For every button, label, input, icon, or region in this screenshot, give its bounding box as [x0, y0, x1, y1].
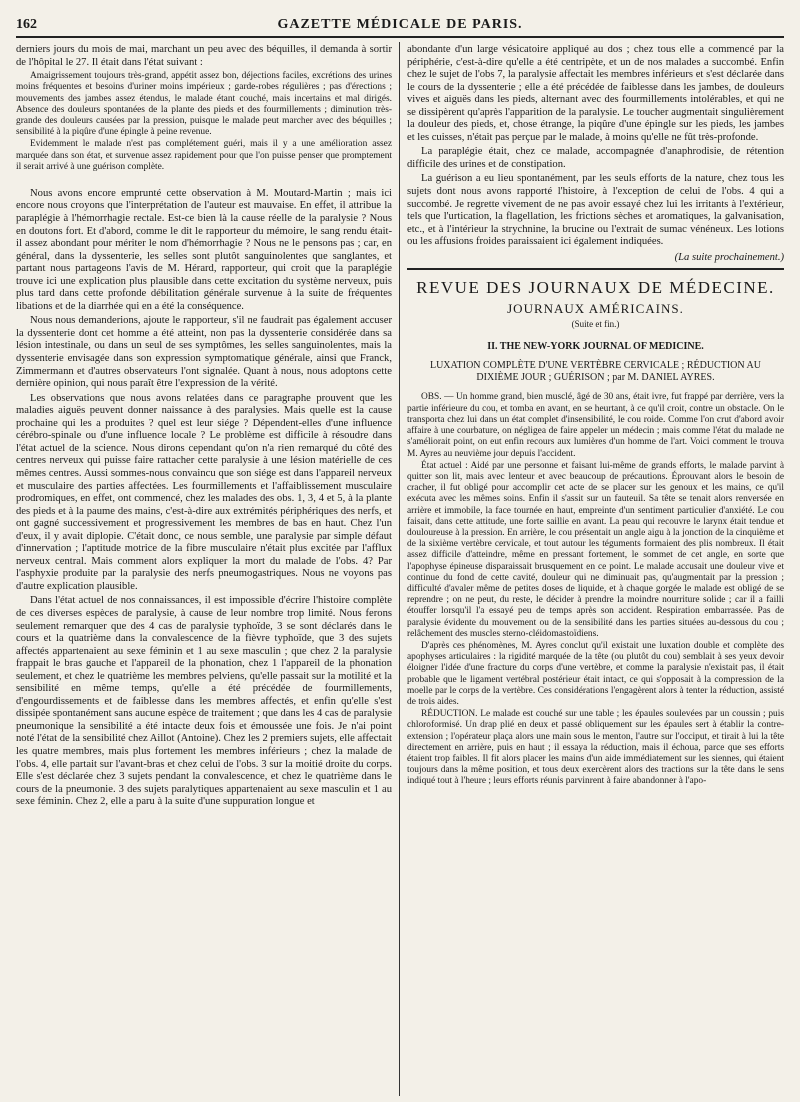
paragraph: D'après ces phénomènes, M. Ayres conclut qu'il existait une luxation double et complète des apophyses articulaires : la rigidité marquée de la tête (ou plutôt du cou) semblait à ses yeux devoir éloigner l'idée d'une fracture du corps d'une vertèbre, et comme la paralysie n'existait pas, il était probable que le ligament vertébral postérieur était intact, ce qui s'opposait à la compression de la moelle par le corps de la vertèbre. Ces considérations l'engagèrent alors à tenter la réduction, assisté de trois aides. — [407, 640, 784, 707]
page-number: 162 — [16, 17, 37, 32]
continued-note: (La suite prochainement.) — [674, 251, 784, 263]
paragraph: État actuel : Aidé par une personne et faisant lui-même de grands efforts, le malade parvint à quitter son lit, mais avec lenteur et avec beaucoup de précautions. Éprouvant alors le besoin de cracher, il fut obligé pour accomplir cet acte de se placer sur les genoux et les mains, ce qu'il exécuta avec les mêmes soins. Enfin il s'assit sur un fauteuil. Sa tête se tenait alors renversée en arrière et immobile, la face tournée en haut, empreinte d'un sentiment particulier d'anxiété. Le cou faisait, dans cette attitude, une forte saillie en avant. La peau qui recouvre le larynx était tendue et douloureuse à la pression. En arrière, le cou présentait un angle aigu à la jonction de la cinquième et de la sixième vertèbre cervicale, et tout autour les téguments formaient des plis nombreux. Il était assez difficile d'atteindre, même en pressant fortement, le sommet de cet angle, en sorte que l'apophyse épineuse disparaissait brusquement en ce point. Le malade accusait une douleur vive et continue du fond de cette cavité, douleur qui ne diminuait pas, qu'augmentait par la pression ; difficulté d'avaler même de petites doses de liquide, et à chaque gorgée le malade est obligé de se reprendre ; on ne peut, du reste, le décider à prendre la moindre nourriture solide ; car il a failli étouffer lorsqu'il l'a essayé peu de temps après son accident. Respiration embarrassée. Pas de paralysie évidente du mouvement ou de la sensibilité dans les parties situées au-dessous du cou ; relâchement des muscles sterno-cléidomastoïdiens. — [407, 460, 784, 639]
paragraph: abondante d'un large vésicatoire appliqué au dos ; chez tous elle a commencé par la périphérie, c'est-à-dire qu'elle a été centripète, et un de nos malades a succombé. Enfin chez le sujet de l'obs 7, la paralysie affectait les membres inférieurs et s'est déclarée dans le cours de la dyssenterie ; elle a été précédée de faiblesse dans les jambes, de douleurs vives et aiguës dans les pieds, alternant avec des fourmillements intolérables, et qui ne se dissipèrent qu'après l'apparition de la paralysie. Le toucher augmentait singulièrement la douleur des pieds, et, chose étrange, la piqûre d'une épingle sur les pieds, les jambes et les cuisses, n'était pas perçue par le malade, à moins qu'elle ne fût très-profonde. — [407, 44, 784, 143]
paragraph: Les observations que nous avons relatées dans ce paragraphe prouvent que les maladies aiguës peuvent donner naissance à des paralysies. Mais quelle est la cause prochaine qui les a produites ? quel est leur siége ? Dépendent-elles d'une influence cérébro-spinale ou d'une influence locale ? Le problème est difficile à résoudre dans l'état actuel de la science. Nous dirons cependant qu'on n'a rien remarqué du côté des centres nerveux qui puisse faire rattacher cette paralysie à une lésion matérielle de ces mêmes centres. Aussi sommes-nous convaincu que son siége est dans l'appareil nerveux et musculaire des parties affectées. Les fourmillements et l'affaiblissement musculaire prodromiques, en effet, ont commencé, chez les malades des obs. 1, 3, 4 et 5, à la plante des pieds et à la paume des mains, c'est-à-dire aux extrémités périphériques des nerfs, et ont gagné successivement et progressivement les membres de bas en haut. Chez l'un d'eux, il y avait diplopie. C'était donc, ce nous semble, une paralysie par simple défaut d'innervation ; l'aptitude motrice de la fibre musculaire n'était plus excitée par l'afflux nerveux central. Mais comment alors expliquer la mort du malade de l'obs. 4? Par l'asphyxie produite par la paralysie des nerfs pneumogastriques. Nous ne voyons pas d'autre explication plausible. — [16, 392, 392, 592]
right-column — [407, 44, 784, 1094]
paragraph: OBS. — Un homme grand, bien musclé, âgé de 30 ans, était ivre, fut frappé par derrière, vers la partie inférieure du cou, et tomba en avant, en se heurtant, à ce qu'il croit, contre un obstacle. On le transporta chez lui dans un état complet d'insensibilité, le cou roide. Comme l'on crut d'abord avoir affaire à une courbature, on négligea de faire appeler un médecin ; mais comme l'état du malade ne s'améliorait point, on eut enfin recours aux lumières d'un homme de l'art. Voici comment le trouva M. Ayres au neuvième jour depuis l'accident. — [407, 392, 784, 459]
paragraph: RÉDUCTION. Le malade est couché sur une table ; les épaules soulevées par un coussin ; puis chloroformisé. Un drap plié en deux et passé obliquement sur les épaules sert à établir la contre-extension ; l'opérateur plaça alors une main sous le menton, l'autre sur l'occiput, et tirait à lui la tête directement en arrière, puis en haut ; il essaya la réduction, mais il échoua, parce que ses efforts étaient trop faibles. Il fit alors placer les mains d'un aide immédiatement sur les siennes, qui étaient toujours dans la même position, et tous deux exercèrent alors des tractions sur la tête dans le sens indiqué tout à l'heure ; leurs efforts réunis parvinrent à faire abandonner à l'apo- — [407, 709, 784, 787]
paragraph: Amaigrissement toujours très-grand, appétit assez bon, déjections faciles, excrétions des urines moins fréquentes et besoins d'uriner moins impérieux ; garde-robes régulières ; pas d'érections ; mouvements des jambes assez étendus, le malade étant couché, mais incertains et mal dirigés. Absence des douleurs spontanées de la plante des pieds et des fourmillements ; diminution très-grande des douleurs causées par la pression, puisque le malade peut marcher avec des béquilles ; sensibilité à la piqûre d'une épingle à peine revenue. — [16, 71, 392, 138]
page-header — [16, 14, 784, 38]
left-column — [16, 44, 392, 1094]
column-divider — [399, 42, 400, 1096]
paragraph: La guérison a eu lieu spontanément, par les seuls efforts de la nature, chez tous les sujets dont nous avons rapporté l'histoire, à l'exception de celui de l'obs. 4 qui a succombé. Je regrette vivement de ne pas avoir essayé chez lui les irritants à l'extérieur, tels que l'urtication, la flagellation, les frictions sèches et aromatiques, la galvanisation, etc., et à l'intérieur la strychnine, la brucine ou l'extrait de sumac vénéneux. Les lotions ou les affusions froides paraissaient ici également indiquées. — [407, 173, 784, 248]
article-body — [407, 392, 784, 787]
journal-title: GAZETTE MÉDICALE DE PARIS. — [277, 17, 523, 32]
article-title: LUXATION COMPLÈTE D'UNE VERTÈBRE CERVICALE ; RÉDUCTION AU DIXIÈME JOUR ; GUÉRISON ; par M. DANIEL AYRES. — [429, 360, 762, 384]
subsection-note: (Suite et fin.) — [571, 319, 620, 330]
paragraph: Evidemment le malade n'est pas complétement guéri, mais il y a une amélioration assez marquée dans son état, et survenue assez rapidement pour que l'on puisse penser que promptement il serait arrivé à une guérison complète. — [16, 139, 392, 172]
case-details — [16, 71, 392, 173]
section-title: REVUE DES JOURNAUX DE MÉDECINE. — [416, 278, 775, 298]
paragraph: La paraplégie était, chez ce malade, accompagnée d'anaphrodisie, de rétention difficile des urines et de constipation. — [407, 146, 784, 170]
paragraph: Dans l'état actuel de nos connaissances, il est impossible d'écrire l'histoire complète de ces diverses espèces de paralysie, à cause de leur nombre trop limité. Nous ferons seulement remarquer que des 4 cas de paralysie typhoïde, 3 se sont déclarés dans le cours et la quatrième dans la convalescence de la fièvre typhoïde, que 3 des sujets affectés appartenaient au sexe féminin et 1 au sexe masculin ; que chez 2 la paralysie frappait le bras gauche et l'appareil de la phonation, chez 1 l'appareil de la phonation seulement, et chez le quatrième les membres pelviens, qu'elle passait sur la motilité et la sensibilité en même temps, qu'elle a été précédée de fourmillements, d'engourdissements et de faiblesse dans les membres affectés, et enfin qu'elle s'est dissipée spontanément sans aucune espèce de traitement ; que dans les 4 cas de paralysie pneumonique la sensibilité a été intacte deux fois et émoussée une fois. Je n'ai point noté l'état de la sensibilité chez Aillot (Antoine). Chez les 2 premiers sujets, elle affectait les quatre membres, mais plus fortement les membres inférieurs ; chez la malade de l'obs. 4, elle partait sur l'avant-bras et chez celui de l'obs. 3 sur la moitié droite du corps. Elle s'est déclarée chez 3 sujets pendant la convalescence, et chez le quatrième dans le cours de la pneumonie. 3 des sujets paralytiques appartenaient au sexe masculin et 1 au sexe féminin. Chez 2, elle a paru à la suite d'une suppuration longue et — [16, 595, 392, 808]
paragraph: Nous nous demanderions, ajoute le rapporteur, s'il ne faudrait pas également accuser la dyssenterie dont cet homme a été atteint, non pas la dyssenterie considérée dans sa lésion intestinale, ou dans un seul de ses symptômes, les selles sanguinolentes, mais la dyssenterie envisagée dans son expression symptomatique générale, ainsi que Franck, Zimmermann et d'autres observateurs l'ont signalée. Quant à nous, nous adoptons cette dernière opinion, qui nous paraît être l'expression de la vérité. — [16, 315, 392, 390]
paragraph: derniers jours du mois de mai, marchant un peu avec des béquilles, il demanda à sortir de l'hôpital le 27. Il était dans l'état suivant : — [16, 44, 392, 68]
journal-heading: II. THE NEW-YORK JOURNAL OF MEDICINE. — [487, 340, 704, 352]
subsection-title: JOURNAUX AMÉRICAINS. — [507, 300, 684, 316]
section-divider — [407, 268, 784, 270]
paragraph: Nous avons encore emprunté cette observation à M. Moutard-Martin ; mais ici encore nous croyons que l'interprétation de l'auteur est mauvaise. En effet, il attribue la paraplégie à l'hémorrhagie rectale. Est-ce bien là la cause réelle de la paralysie ? Nous en doutons fort. Et d'abord, comme le dit le rapporteur du mémoire, le sang rendu était-il assez abondant pour mériter le nom d'hémorrhagie ? Nous ne le pensons pas ; car, en général, dans la dyssenterie, les selles sont plutôt sanguinolentes que sanglantes, et partant nous partageons l'avis de M. Hérard, rapporteur, qui croit que la paraplégie trouve ici une explication plus plausible dans cette excitation du système nerveux, puis plus tard dans cette profonde débilitation générale survenue à la suite de fréquentes libations et de la diarrhée qui en a été la conséquence. — [16, 187, 392, 312]
